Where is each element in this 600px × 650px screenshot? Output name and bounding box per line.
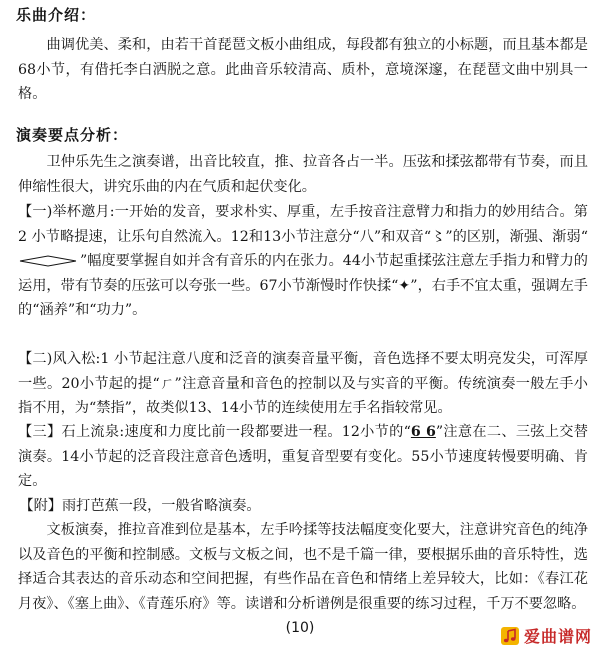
note-six-six: 6 6 <box>410 424 436 440</box>
analysis-heading: 演奏要点分析： <box>16 126 129 144</box>
section-3-text-b: ”注意在二、三弦上交替演奏。14小节起的泛音段注意音色透明，重复音型要有变化。55小节速度转慢要明确、肯定。 <box>18 424 588 490</box>
watermark <box>500 624 592 647</box>
section-3-text-a: 【三】石上流泉:速度和力度比前一段都要进一程。12小节的“ <box>18 424 411 440</box>
analysis-paragraph-1 <box>18 150 588 199</box>
analysis-paragraph-section-2 <box>18 347 588 421</box>
section-1-text-a: 【一)举杯邀月:一开始的发音，要求朴实、厚重，左手按音注意臂力和指力的妙用结合。第 2 小节略提速，让乐句自然流入。12和13小节注意分“八”和双音“〻”的区别，渐强、渐弱“ <box>18 204 588 245</box>
watermark-text: 爱曲谱网 <box>523 627 592 646</box>
crescendo-decrescendo-icon <box>18 255 80 267</box>
music-note-logo-icon <box>500 626 520 646</box>
page-number: (10) <box>285 620 315 636</box>
section-1-text-b: ”幅度要掌握自如并含有音乐的内在张力。44小节起重揉弦注意左手指力和臂力的运用，带有节奏的压弦可以夸张一些。67小节渐慢时作快揉“✦”，右手不宜太重，强调左手的“涵养”和“功力”。 <box>18 253 588 319</box>
intro-text: 曲调优美、柔和，由若干首琵琶文板小曲组成，每段都有独立的小标题，而且基本都是68小节，有借托李白洒脱之意。此曲音乐较清高、质朴，意境深邃，在琵琶文曲中别具一格。 <box>18 37 588 103</box>
section-2-text: 【二)风入松:1 小节起注意八度和泛音的演奏音量平衡，音色选择不要太明亮发尖，可浑厚一些。20小节起的提“ㄏ”注意音量和音色的控制以及与实音的平衡。传统演奏一般左手小指不用，为“禁指”，故类似13、14小节的连续使用左手名指较常见。 <box>18 351 588 417</box>
analysis-paragraph-section-3 <box>18 420 588 494</box>
analysis-paragraph-section-1 <box>18 200 588 323</box>
analysis-p1-text: 卫仲乐先生之演奏谱，出音比较直，推、拉音各占一半。压弦和揉弦都带有节奏，而且伸缩性很大，讲究乐曲的内在气质和起伏变化。 <box>18 154 588 195</box>
intro-heading: 乐曲介绍： <box>16 6 97 24</box>
summary-text: 文板演奏，推拉音准到位是基本，左手吟揉等技法幅度变化要大，注意讲究音色的纯净以及音色的平衡和控制感。文板与文板之间，也不是千篇一律，要根据乐曲的音乐特性，选择适合其表达的音乐动态和空间把握，有些作品在音色和情绪上差异较大，比如：《春江花月夜》、《塞上曲》、《青莲乐府》等。读谱和分析谱例是很重要的练习过程，千万不要忽略。 <box>18 522 588 612</box>
analysis-paragraph-appendix <box>18 494 588 519</box>
analysis-paragraph-summary <box>18 518 588 616</box>
appendix-text: 【附】雨打芭蕉一段，一般省略演奏。 <box>19 498 261 514</box>
intro-paragraph <box>18 33 588 107</box>
